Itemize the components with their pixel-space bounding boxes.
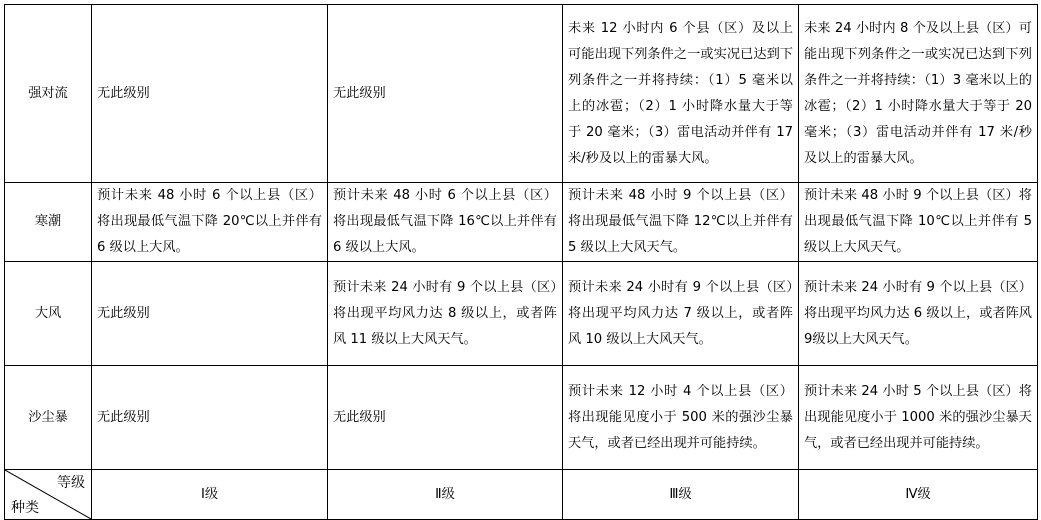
table-cell: 预计未来 48 小时 6 个以上县（区）将出现最低气温下降 16℃以上并伴有 6 级以上大风。 xyxy=(328,183,563,262)
table-cell: 预计未来 48 小时 9 个以上县（区）将出现最低气温下降 10℃以上并伴有 5 级以上大风天气。 xyxy=(799,183,1038,262)
table-cell: 预计未来 12 小时 4 个以上县（区）将出现能见度小于 500 米的强沙尘暴天气，或者已经出现并可能持续。 xyxy=(563,366,799,470)
row-type-label: 沙尘暴 xyxy=(5,366,92,470)
table-cell: 无此级别 xyxy=(92,5,328,183)
type-axis-label: 种类 xyxy=(11,500,39,516)
table-cell: 预计未来 24 小时有 9 个以上县（区）将出现平均风力达 7 级以上，或者阵风 10 级以上大风天气。 xyxy=(563,262,799,366)
table-row xyxy=(5,262,1038,366)
table-cell: 预计未来 48 小时 9 个以上县（区）将出现最低气温下降 12℃以上并伴有 5 级以上大风天气。 xyxy=(563,183,799,262)
table-cell: 预计未来 24 小时有 9 个以上县（区）将出现平均风力达 8 级以上，或者阵风 11 级以上大风天气。 xyxy=(328,262,563,366)
row-type-label: 寒潮 xyxy=(5,183,92,262)
table-cell: 无此级别 xyxy=(328,5,563,183)
level-header: Ⅱ级 xyxy=(328,470,563,520)
level-header: Ⅳ级 xyxy=(799,470,1038,520)
table-row xyxy=(5,183,1038,262)
table-cell: 无此级别 xyxy=(92,262,328,366)
level-header: Ⅰ级 xyxy=(92,470,328,520)
level-header: Ⅲ级 xyxy=(563,470,799,520)
level-axis-label: 等级 xyxy=(57,475,85,491)
row-type-label: 大风 xyxy=(5,262,92,366)
corner-header-cell xyxy=(5,470,92,520)
warning-level-table xyxy=(4,4,1038,520)
table-cell: 预计未来 24 小时 5 个以上县（区）将出现能见度小于 1000 米的强沙尘暴天气，或者已经出现并可能持续。 xyxy=(799,366,1038,470)
row-type-label: 强对流 xyxy=(5,5,92,183)
table-row xyxy=(5,5,1038,183)
table-cell: 无此级别 xyxy=(328,366,563,470)
table-cell: 无此级别 xyxy=(92,366,328,470)
table-cell: 预计未来 24 小时有 9 个以上县（区）将出现平均风力达 6 级以上，或者阵风 9级以上大风天气。 xyxy=(799,262,1038,366)
header-row xyxy=(5,470,1038,520)
table-row xyxy=(5,366,1038,470)
table-cell: 未来 24 小时内 8 个及以上县（区）可能出现下列条件之一或实况已达到下列条件之一并将持续：（1）3 毫米以上的冰雹；（2）1 小时降水量大于等于 20 毫米；（3）雷电活动并伴有 17 米/秒及以上的雷暴大风。 xyxy=(799,5,1038,183)
table-cell: 未来 12 小时内 6 个县（区）及以上可能出现下列条件之一或实况已达到下列条件之一并将持续：（1）5 毫米以上的冰雹；（2）1 小时降水量大于等于 20 毫米；（3）雷电活动并伴有 17 米/秒及以上的雷暴大风。 xyxy=(563,5,799,183)
table-cell: 预计未来 48 小时 6 个以上县（区）将出现最低气温下降 20℃以上并伴有 6 级以上大风。 xyxy=(92,183,328,262)
